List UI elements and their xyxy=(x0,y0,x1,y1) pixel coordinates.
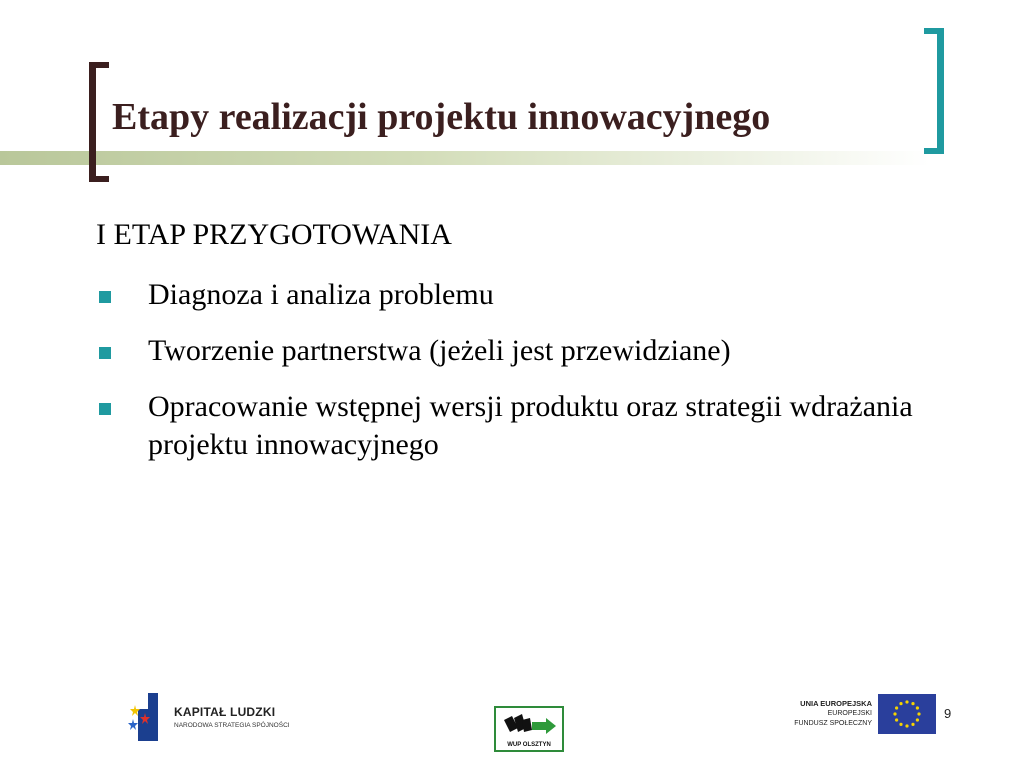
bullet-item xyxy=(96,332,956,370)
bullet-item xyxy=(96,276,956,314)
eu-flag-icon xyxy=(878,694,936,734)
wup-olsztyn-label: WUP OLSZTYN xyxy=(507,742,551,748)
eu-line-3: FUNDUSZ SPOŁECZNY xyxy=(794,720,872,727)
page-number: 9 xyxy=(944,706,952,721)
bullet-list xyxy=(96,276,956,482)
slide-title: Etapy realizacji projektu innowacyjnego xyxy=(112,96,771,138)
bullet-item xyxy=(96,388,956,464)
kapital-ludzki-subtitle: NARODOWA STRATEGIA SPÓJNOŚCI xyxy=(174,722,290,729)
wup-olsztyn-logo xyxy=(494,706,564,752)
bullet-text: Tworzenie partnerstwa (jeżeli jest przewidziane) xyxy=(148,334,731,367)
bullet-text: Opracowanie wstępnej wersji produktu oraz strategii wdrażania projektu innowacyjnego xyxy=(148,390,913,461)
square-bullet-icon xyxy=(99,347,111,359)
stage-heading: I ETAP PRZYGOTOWANIA xyxy=(96,218,452,251)
left-bracket-decoration xyxy=(89,62,109,182)
eu-line-2: EUROPEJSKI xyxy=(827,710,872,717)
kapital-ludzki-logo xyxy=(126,687,306,743)
title-band xyxy=(0,151,930,165)
bullet-text: Diagnoza i analiza problemu xyxy=(148,278,494,311)
eu-text xyxy=(770,699,872,729)
kapital-ludzki-logo-icon xyxy=(126,687,160,743)
square-bullet-icon xyxy=(99,291,111,303)
eu-line-1: UNIA EUROPEJSKA xyxy=(800,699,872,708)
kapital-ludzki-name: KAPITAŁ LUDZKI xyxy=(174,705,276,719)
square-bullet-icon xyxy=(99,403,111,415)
wup-olsztyn-logo-icon xyxy=(496,710,562,742)
right-bracket-decoration xyxy=(924,28,944,154)
